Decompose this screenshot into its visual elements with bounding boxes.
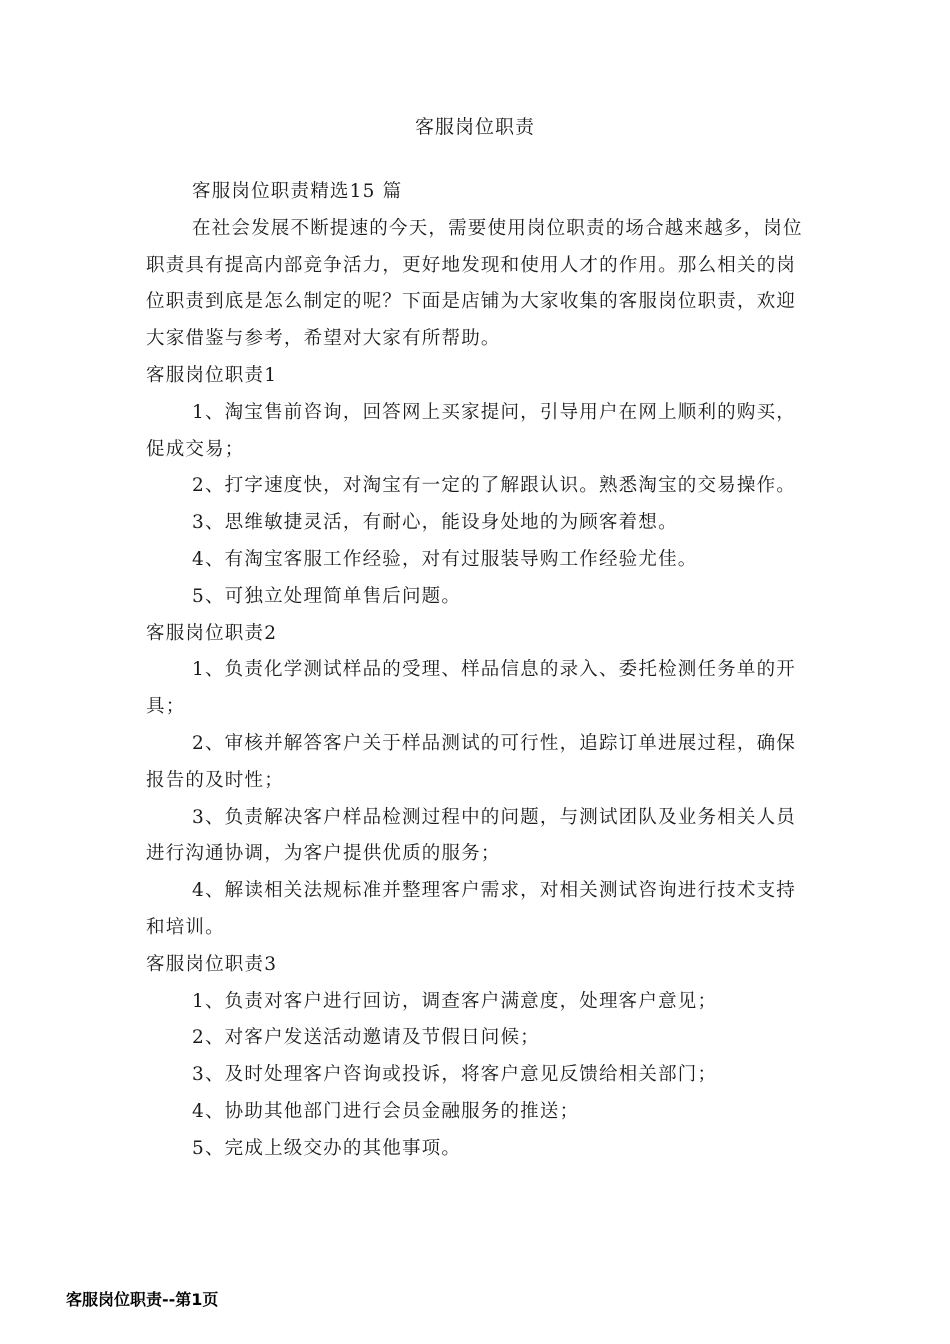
list-item: 2、对客户发送活动邀请及节假日问候； [192,1027,540,1049]
list-item: 4、解读相关法规标准并整理客户需求，对相关测试咨询进行技术支持和培训。 [146,880,796,938]
list-item: 1、负责化学测试样品的受理、样品信息的录入、委托检测任务单的开具； [146,659,796,718]
list-item: 3、负责解决客户样品检测过程中的问题，与测试团队及业务相关人员进行沟通协调，为客户提供优质的服务； [146,806,796,865]
list-item: 4、协助其他部门进行会员金融服务的推送； [192,1100,580,1122]
list-item: 2、打字速度快，对淘宝有一定的了解跟认识。熟悉淘宝的交易操作。 [192,475,796,497]
list-item: 4、有淘宝客服工作经验，对有过服装导购工作经验尤佳。 [192,548,698,570]
section-heading: 客服岗位职责3 [146,953,278,975]
list-item: 5、完成上级交办的其他事项。 [192,1137,462,1159]
section-heading: 客服岗位职责2 [146,622,278,644]
list-item: 5、可独立处理简单售后问题。 [192,585,462,607]
list-item: 1、负责对客户进行回访，调查客户满意度，处理客户意见； [192,990,718,1012]
list-item: 3、及时处理客户咨询或投诉，将客户意见反馈给相关部门； [192,1064,718,1086]
list-item: 3、思维敏捷灵活，有耐心，能设身处地的为顾客着想。 [192,512,678,534]
list-item: 1、淘宝售前咨询，回答网上买家提问，引导用户在网上顺利的购买，促成交易； [146,401,796,460]
document-subtitle: 客服岗位职责精选15 篇 [192,181,403,202]
intro-paragraph: 在社会发展不断提速的今天，需要使用岗位职责的场合越来越多，岗位职责具有提高内部竞争活力，更好地发现和使用人才的作用。那么相关的岗位职责到底是怎么制定的呢？下面是店铺为大家收集的客服岗位职责，欢迎大家借鉴与参考，希望对大家有所帮助。 [146,217,803,350]
page-footer: 客服岗位职责--第1页 [66,1290,219,1309]
document-title: 客服岗位职责 [414,116,535,138]
document-body [146,174,810,1168]
list-item: 2、审核并解答客户关于样品测试的可行性，追踪订单进展过程，确保报告的及时性； [146,732,796,791]
section-heading: 客服岗位职责1 [146,364,278,386]
